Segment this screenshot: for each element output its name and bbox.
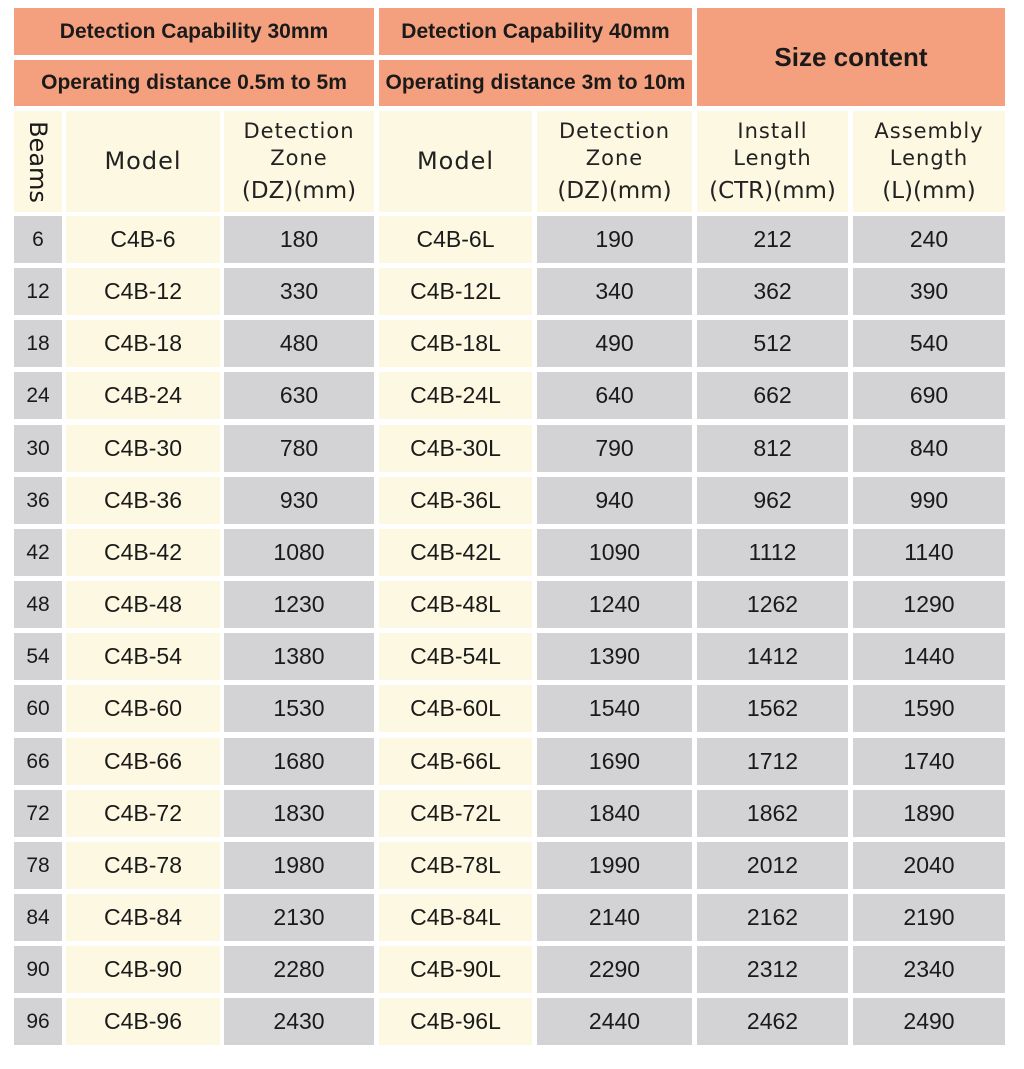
cell-dz-40: 340 [537,268,692,315]
cell-dz-40: 1090 [537,529,692,576]
cell-install-length: 962 [697,477,848,524]
cell-model-30: C4B-42 [66,529,220,576]
subheader-beams-label: Beams [24,120,53,203]
cell-dz-30: 1680 [224,738,374,785]
cell-model-40: C4B-42L [379,529,532,576]
cell-assembly-length: 690 [853,372,1005,419]
subheader-dz-30-line3: (DZ)(mm) [241,178,357,204]
subheader-dz-40-line1: Detection [558,119,671,143]
cell-model-30: C4B-48 [66,581,220,628]
cell-dz-30: 2130 [224,894,374,941]
cell-dz-40: 2140 [537,894,692,941]
cell-assembly-length: 390 [853,268,1005,315]
cell-dz-30: 1380 [224,633,374,680]
subheader-dz-40-line2: Zone [585,146,644,170]
cell-beams: 72 [14,790,62,837]
cell-beams: 54 [14,633,62,680]
subheader-dz-30 [224,111,374,212]
cell-model-40: C4B-90L [379,946,532,993]
subheader-assembly-length [853,111,1005,212]
cell-assembly-length: 1290 [853,581,1005,628]
cell-install-length: 1112 [697,529,848,576]
subheader-assembly-line2: Length [889,146,969,170]
cell-dz-40: 640 [537,372,692,419]
cell-beams: 18 [14,320,62,367]
cell-assembly-length: 1740 [853,738,1005,785]
cell-model-40: C4B-60L [379,685,532,732]
cell-dz-40: 1240 [537,581,692,628]
subheader-install-line3: (CTR)(mm) [709,178,836,204]
cell-model-40: C4B-54L [379,633,532,680]
cell-model-30: C4B-24 [66,372,220,419]
cell-install-length: 512 [697,320,848,367]
subheader-model-30: Model [66,111,220,212]
cell-beams: 12 [14,268,62,315]
subheader-model-40: Model [379,111,532,212]
cell-model-30: C4B-72 [66,790,220,837]
cell-install-length: 212 [697,216,848,263]
cell-dz-30: 1080 [224,529,374,576]
subheader-dz-40 [537,111,692,212]
cell-install-length: 2312 [697,946,848,993]
cell-dz-30: 930 [224,477,374,524]
cell-beams: 30 [14,425,62,472]
cell-assembly-length: 840 [853,425,1005,472]
cell-dz-30: 1530 [224,685,374,732]
cell-assembly-length: 2040 [853,842,1005,889]
cell-dz-40: 2290 [537,946,692,993]
subheader-dz-40-line3: (DZ)(mm) [557,178,672,204]
cell-model-30: C4B-18 [66,320,220,367]
cell-install-length: 812 [697,425,848,472]
cell-dz-40: 1540 [537,685,692,732]
header-distance-30mm: Operating distance 0.5m to 5m [14,60,374,106]
cell-dz-40: 1990 [537,842,692,889]
cell-dz-30: 1980 [224,842,374,889]
subheader-dz-30-line1: Detection [243,119,355,143]
cell-model-40: C4B-72L [379,790,532,837]
header-capability-30mm: Detection Capability 30mm [14,8,374,55]
cell-beams: 48 [14,581,62,628]
cell-dz-40: 1390 [537,633,692,680]
cell-dz-30: 1230 [224,581,374,628]
cell-model-40: C4B-78L [379,842,532,889]
cell-assembly-length: 2490 [853,998,1005,1045]
cell-model-40: C4B-6L [379,216,532,263]
cell-model-40: C4B-36L [379,477,532,524]
cell-assembly-length: 1440 [853,633,1005,680]
cell-assembly-length: 1140 [853,529,1005,576]
cell-model-30: C4B-6 [66,216,220,263]
cell-beams: 84 [14,894,62,941]
cell-model-40: C4B-24L [379,372,532,419]
cell-install-length: 1562 [697,685,848,732]
cell-dz-30: 2280 [224,946,374,993]
cell-beams: 90 [14,946,62,993]
cell-beams: 36 [14,477,62,524]
cell-model-40: C4B-84L [379,894,532,941]
cell-model-30: C4B-78 [66,842,220,889]
header-capability-40mm: Detection Capability 40mm [379,8,692,55]
cell-dz-30: 480 [224,320,374,367]
cell-assembly-length: 540 [853,320,1005,367]
cell-model-40: C4B-48L [379,581,532,628]
cell-model-30: C4B-96 [66,998,220,1045]
subheader-assembly-line1: Assembly [874,119,984,143]
cell-beams: 60 [14,685,62,732]
subheader-install-length [697,111,848,212]
cell-dz-30: 780 [224,425,374,472]
cell-beams: 96 [14,998,62,1045]
cell-install-length: 1862 [697,790,848,837]
cell-dz-40: 190 [537,216,692,263]
cell-install-length: 2012 [697,842,848,889]
header-distance-40mm: Operating distance 3m to 10m [379,60,692,106]
header-size-content: Size content [697,8,1005,106]
cell-dz-30: 1830 [224,790,374,837]
cell-model-30: C4B-60 [66,685,220,732]
subheader-install-line2: Length [733,146,812,170]
cell-install-length: 662 [697,372,848,419]
cell-beams: 6 [14,216,62,263]
cell-dz-40: 1690 [537,738,692,785]
subheader-assembly-line3: (L)(mm) [882,178,976,204]
cell-model-30: C4B-66 [66,738,220,785]
cell-beams: 24 [14,372,62,419]
cell-assembly-length: 240 [853,216,1005,263]
cell-install-length: 2462 [697,998,848,1045]
cell-model-30: C4B-90 [66,946,220,993]
cell-dz-40: 2440 [537,998,692,1045]
cell-install-length: 362 [697,268,848,315]
cell-assembly-length: 990 [853,477,1005,524]
cell-assembly-length: 1890 [853,790,1005,837]
subheader-dz-30-line2: Zone [270,146,328,170]
cell-model-40: C4B-66L [379,738,532,785]
cell-model-40: C4B-30L [379,425,532,472]
cell-model-30: C4B-36 [66,477,220,524]
cell-dz-40: 1840 [537,790,692,837]
cell-install-length: 2162 [697,894,848,941]
cell-assembly-length: 2190 [853,894,1005,941]
cell-model-40: C4B-18L [379,320,532,367]
cell-model-30: C4B-30 [66,425,220,472]
cell-model-30: C4B-12 [66,268,220,315]
cell-dz-40: 940 [537,477,692,524]
cell-model-40: C4B-96L [379,998,532,1045]
cell-install-length: 1412 [697,633,848,680]
cell-install-length: 1262 [697,581,848,628]
cell-beams: 78 [14,842,62,889]
cell-dz-30: 630 [224,372,374,419]
cell-dz-30: 330 [224,268,374,315]
cell-assembly-length: 1590 [853,685,1005,732]
cell-model-30: C4B-54 [66,633,220,680]
subheader-install-line1: Install [737,119,808,143]
subheader-beams [14,111,62,212]
cell-assembly-length: 2340 [853,946,1005,993]
cell-dz-30: 2430 [224,998,374,1045]
cell-dz-40: 490 [537,320,692,367]
cell-beams: 66 [14,738,62,785]
cell-model-40: C4B-12L [379,268,532,315]
cell-beams: 42 [14,529,62,576]
cell-install-length: 1712 [697,738,848,785]
cell-dz-40: 790 [537,425,692,472]
cell-dz-30: 180 [224,216,374,263]
cell-model-30: C4B-84 [66,894,220,941]
